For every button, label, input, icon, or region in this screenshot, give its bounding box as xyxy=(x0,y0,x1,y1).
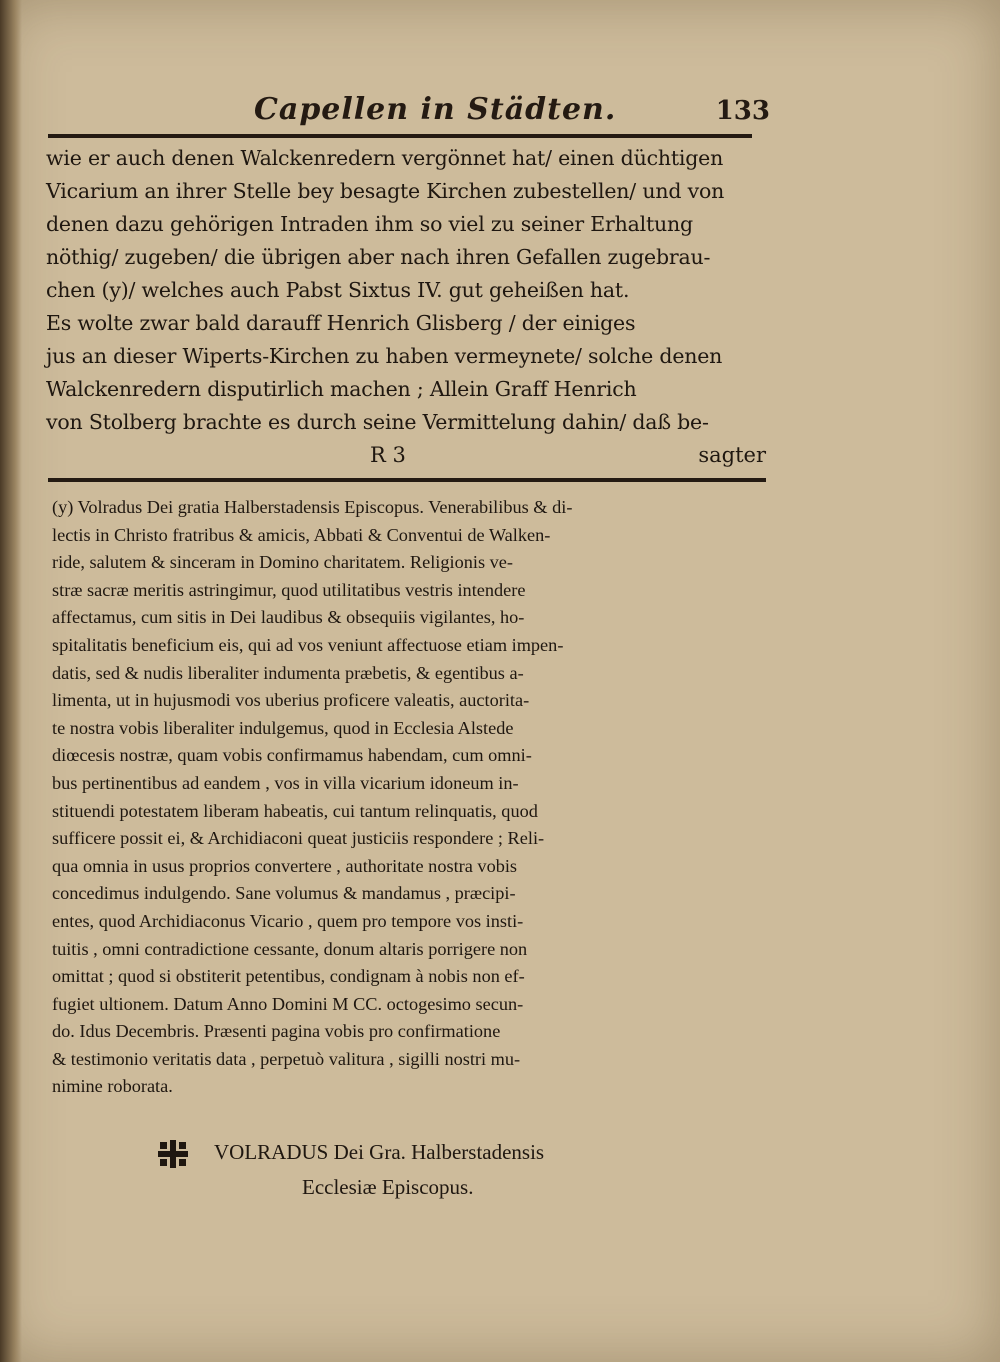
catchword: sagter xyxy=(698,443,766,467)
running-title: Capellen in Städten. xyxy=(254,92,617,127)
signature-line xyxy=(158,1134,718,1170)
bishop-signature xyxy=(158,1134,718,1204)
text-line: chen (y)/ welches auch Pabst Sixtus IV. gut geheißen hat. xyxy=(46,278,630,302)
footnote-line: stræ sacræ meritis astringimur, quod utilitatibus vestris intendere xyxy=(52,579,526,600)
footnote-line: nimine roborata. xyxy=(52,1076,173,1097)
footnote-line: limenta, ut in hujusmodi vos uberius proficere valeatis, auctorita- xyxy=(52,690,530,711)
footnote xyxy=(52,494,766,1101)
cross-icon xyxy=(158,1140,188,1168)
text-line: Vicarium an ihrer Stelle bey besagte Kirchen zubestellen/ und von xyxy=(46,179,725,203)
text-line: Walckenredern disputirlich machen ; Allein Graff Henrich xyxy=(46,377,637,401)
footnote-line: bus pertinentibus ad eandem , vos in villa vicarium idoneum in- xyxy=(52,772,519,793)
footnote-line: entes, quod Archidiaconus Vicario , quem pro tempore vos insti- xyxy=(52,910,524,931)
header-rule xyxy=(48,134,752,138)
footnote-line: sufficere possit ei, & Archidiaconi queat justiciis respondere ; Reli- xyxy=(52,828,545,849)
catch-line xyxy=(46,443,766,476)
text-line: Es wolte zwar bald darauff Henrich Glisberg / der einiges xyxy=(46,311,636,335)
text-line: jus an dieser Wiperts-Kirchen zu haben vermeynete/ solche denen xyxy=(46,344,723,368)
signature-name: VOLRADUS Dei Gra. Halberstadensis xyxy=(214,1140,545,1164)
footnote-line: tuitis , omni contradictione cessante, donum altaris porrigere non xyxy=(52,938,528,959)
text-line: denen dazu gehörigen Intraden ihm so viel zu seiner Erhaltung xyxy=(46,212,693,236)
footnote-line: fugiet ultionem. Datum Anno Domini M CC. octogesimo secun- xyxy=(52,993,524,1014)
footnote-line: concedimus indulgendo. Sane volumus & mandamus , præcipi- xyxy=(52,883,516,904)
footnote-line: (y) Volradus Dei gratia Halberstadensis Episcopus. Venerabilibus & di- xyxy=(52,497,573,517)
signature-title: Ecclesiæ Episcopus. xyxy=(302,1175,474,1199)
page-header xyxy=(240,92,770,136)
book-spine-shadow xyxy=(0,0,22,1362)
footnote-rule xyxy=(48,478,766,482)
footnote-line: qua omnia in usus proprios convertere , authoritate nostra vobis xyxy=(52,855,518,876)
text-line: nöthig/ zugeben/ die übrigen aber nach ihren Gefallen zugebrau- xyxy=(46,245,711,269)
footnote-line: ride, salutem & sinceram in Domino charitatem. Religionis ve- xyxy=(52,552,513,573)
footnote-line: do. Idus Decembris. Præsenti pagina vobis pro confirmatione xyxy=(52,1021,501,1042)
footnote-line: spitalitatis beneficium eis, qui ad vos veniunt affectuose etiam impen- xyxy=(52,634,564,655)
footnote-line: datis, sed & nudis liberaliter indumenta præbetis, & egentibus a- xyxy=(52,662,524,683)
footnote-line: lectis in Christo fratribus & amicis, Abbati & Conventui de Walken- xyxy=(52,524,551,545)
footnote-line: omittat ; quod si obstiterit petentibus, condignam à nobis non ef- xyxy=(52,966,525,987)
footnote-line: & testimonio veritatis data , perpetuò valitura , sigilli nostri mu- xyxy=(52,1048,521,1069)
text-line: wie er auch denen Walckenredern vergönnet hat/ einen düchtigen xyxy=(46,146,724,170)
footnote-line: diœcesis nostræ, quam vobis confirmamus habendam, cum omni- xyxy=(52,745,532,766)
main-text xyxy=(46,142,766,439)
footnote-line: te nostra vobis liberaliter indulgemus, quod in Ecclesia Alstede xyxy=(52,717,514,738)
footnote-line: affectamus, cum sitis in Dei laudibus & obsequiis vigilantes, ho- xyxy=(52,607,525,628)
page-number: 133 xyxy=(715,96,770,126)
footnote-line: stituendi potestatem liberam habeatis, cui tantum relinquatis, quod xyxy=(52,800,538,821)
text-line: von Stolberg brachte es durch seine Vermittelung dahin/ daß be- xyxy=(46,410,709,434)
signature-mark: R 3 xyxy=(370,443,406,467)
